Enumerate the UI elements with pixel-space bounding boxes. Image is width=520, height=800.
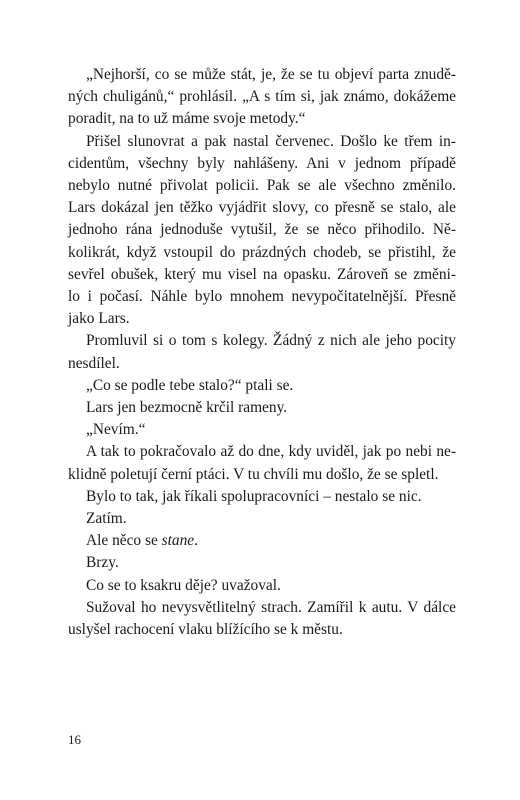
text-line: Lars jen bezmocně krčil rameny. [86,399,288,417]
text-line: sevřel obušek, který mu visel na opasku. Zároveň se změni- [68,265,456,283]
text-line [68,530,456,552]
emphasized-word: stane [161,532,195,550]
text-line: ných chuligánů,“ prohlásil. „A s tím si, jak známo, dokážeme [68,88,456,106]
text-segment: Ale něco se [86,532,162,550]
text-line: nebylo nutné přivolat policii. Pak se ale všechno změnilo. [68,177,456,195]
page-number: 16 [68,732,81,747]
text-line: Sužoval ho nevysvětlitelný strach. Zamířil k autu. V dálce [86,598,456,616]
text-line: cidentům, všechny byly nahlášeny. Ani v jednom případě [68,154,456,172]
text-line: „Nejhorší, co se může stát, je, že se tu objeví parta znudě- [86,66,456,83]
text-line: A tak to pokračovalo až do dne, kdy uviděl, jak po nebi ne- [86,443,456,461]
paragraph [68,419,456,441]
text-line: Zatím. [86,510,127,528]
paragraph [68,375,456,397]
paragraph [68,486,456,508]
text-line: Brzy. [86,554,119,572]
text-line: Bylo to tak, jak říkali spolupracovníci – nestalo se nic. [86,487,422,505]
paragraph [68,530,456,552]
text-segment: . [194,532,198,550]
text-line: nesdílel. [68,354,120,372]
paragraph [68,441,456,485]
paragraph [68,131,456,331]
paragraph [68,597,456,641]
paragraph [68,64,456,131]
paragraph [68,508,456,530]
text-line: kolikrát, když vstoupil do prázdných chodeb, se přistihl, že [68,243,456,261]
text-line: uslyšel rachocení vlaku blížícího se k městu. [68,621,343,639]
text-line: Přišel slunovrat a pak nastal červenec. Došlo ke třem in- [86,132,456,150]
text-line: Promluvil si o tom s kolegy. Žádný z nich ale jeho pocity [86,332,456,350]
text-line: klidně poletují černí ptáci. V tu chvíli mu došlo, že se spletl. [68,465,439,483]
paragraph [68,330,456,374]
paragraph [68,575,456,597]
text-line: „Nevím.“ [86,421,146,439]
text-line: „Co se podle tebe stalo?“ ptali se. [86,376,294,394]
text-line: jako Lars. [68,310,130,328]
text-line: poradit, na to už máme svoje metody.“ [68,110,306,128]
paragraph [68,552,456,574]
paragraph [68,397,456,419]
text-line: Lars dokázal jen těžko vyjádřit slovy, co přesně se stalo, ale [68,199,456,217]
text-line: Co se to ksakru děje? uvažoval. [86,576,281,594]
text-line: lo i počasí. Náhle bylo mnohem nevypočitatelnější. Přesně [68,288,456,306]
page-body-text [68,64,456,641]
text-line: jednoho rána jednoduše vytušil, že se něco přihodilo. Ně- [68,221,456,239]
